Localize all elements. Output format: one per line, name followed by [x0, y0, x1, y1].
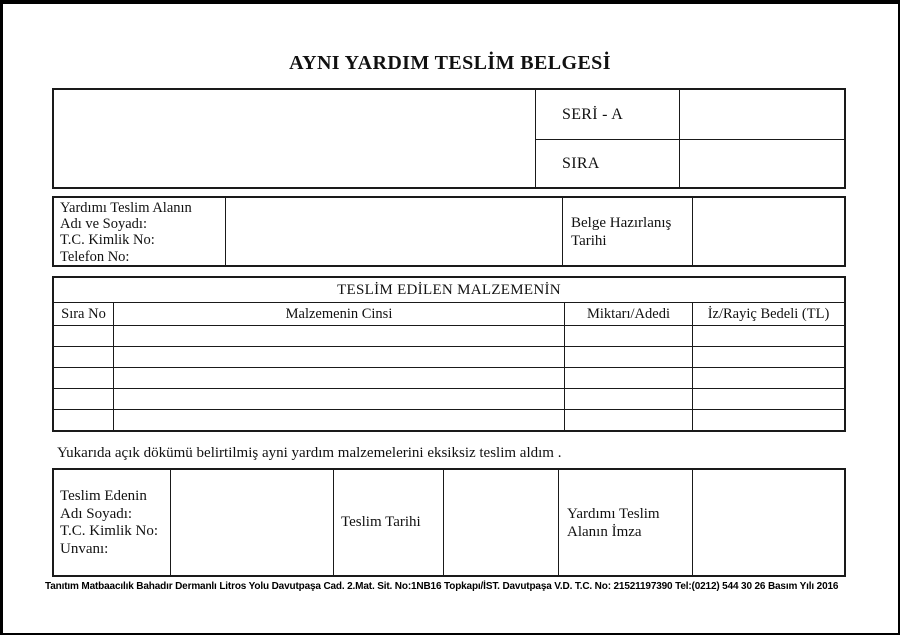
item-cell [113, 389, 564, 409]
sira-label: SIRA [535, 139, 679, 187]
item-cell [692, 368, 844, 388]
document-title: AYNI YARDIM TESLİM BELGESİ [289, 52, 611, 74]
item-cell [692, 326, 844, 346]
item-cell [54, 389, 113, 409]
item-cell [113, 368, 564, 388]
item-row [54, 388, 844, 409]
recipient-value-cell [225, 198, 562, 265]
col-header-malzemenin-cinsi: Malzemenin Cinsi [113, 303, 564, 325]
items-table-title: TESLİM EDİLEN MALZEMENİN [337, 281, 561, 298]
item-cell [564, 410, 692, 430]
recipient-label-line: Adı ve Soyadı: [60, 216, 147, 233]
item-cell [692, 347, 844, 367]
item-cell [113, 326, 564, 346]
col-header-miktari-adedi: Miktarı/Adedi [564, 303, 692, 325]
item-cell [692, 410, 844, 430]
printer-footer-text: Tanıtım Matbaacılık Bahadır Dermanlı Litros Yolu Davutpaşa Cad. 2.Mat. Sit. No:1NB16 Topkapı/İST. Davutpaşa V.D. T.C. No: 21521197390 Tel:(0212) 544 30 26 Basım Yılı 2016 [45, 581, 839, 592]
serial-box [52, 88, 846, 189]
recipient-label-line: Telefon No: [60, 248, 130, 265]
item-cell [54, 326, 113, 346]
col-header-iz-rayic-bedeli: İz/Rayiç Bedeli (TL) [692, 303, 844, 325]
item-cell [564, 368, 692, 388]
recipient-labels [54, 198, 225, 265]
item-cell [54, 410, 113, 430]
deliverer-label-line: Adı Soyadı: [60, 505, 133, 522]
item-row [54, 367, 844, 388]
sira-value-cell [679, 139, 844, 187]
item-cell [564, 389, 692, 409]
items-table [52, 276, 846, 432]
item-cell [54, 347, 113, 367]
item-row [54, 409, 844, 430]
deliverer-label-line: T.C. Kimlik No: [60, 523, 159, 539]
seri-label: SERİ - A [535, 90, 679, 139]
seri-value-cell [679, 90, 844, 139]
col-header-sira-no: Sıra No [61, 305, 106, 322]
item-cell [113, 410, 564, 430]
delivery-date-label: Teslim Tarihi [333, 470, 443, 575]
deliverer-value-cell [170, 470, 333, 575]
item-cell [564, 326, 692, 346]
recipient-signature-cell [692, 470, 844, 575]
recipient-box [52, 196, 846, 267]
delivery-date-value-cell [443, 470, 558, 575]
stamp-area [54, 90, 535, 187]
item-row [54, 325, 844, 346]
document-date-value-cell [692, 198, 844, 265]
items-table-header [54, 302, 844, 325]
item-cell [564, 347, 692, 367]
recipient-label-line: T.C. Kimlik No: [60, 232, 155, 249]
recipient-label-line: Yardımı Teslim Alanın [60, 200, 192, 216]
deliverer-labels [54, 470, 170, 575]
deliverer-label-line: Unvanı: [60, 540, 109, 557]
document-date-label: Belge Hazırlanış Tarihi [562, 198, 692, 265]
recipient-signature-label: Yardımı Teslim Alanın İmza [558, 470, 692, 575]
item-cell [692, 389, 844, 409]
declaration-text: Yukarıda açık dökümü belirtilmiş ayni yardım malzemelerini eksiksiz teslim aldım . [57, 445, 562, 461]
deliverer-label-line: Teslim Edenin [60, 488, 147, 504]
item-cell [113, 347, 564, 367]
signature-box [52, 468, 846, 577]
item-cell [54, 368, 113, 388]
item-row [54, 346, 844, 367]
